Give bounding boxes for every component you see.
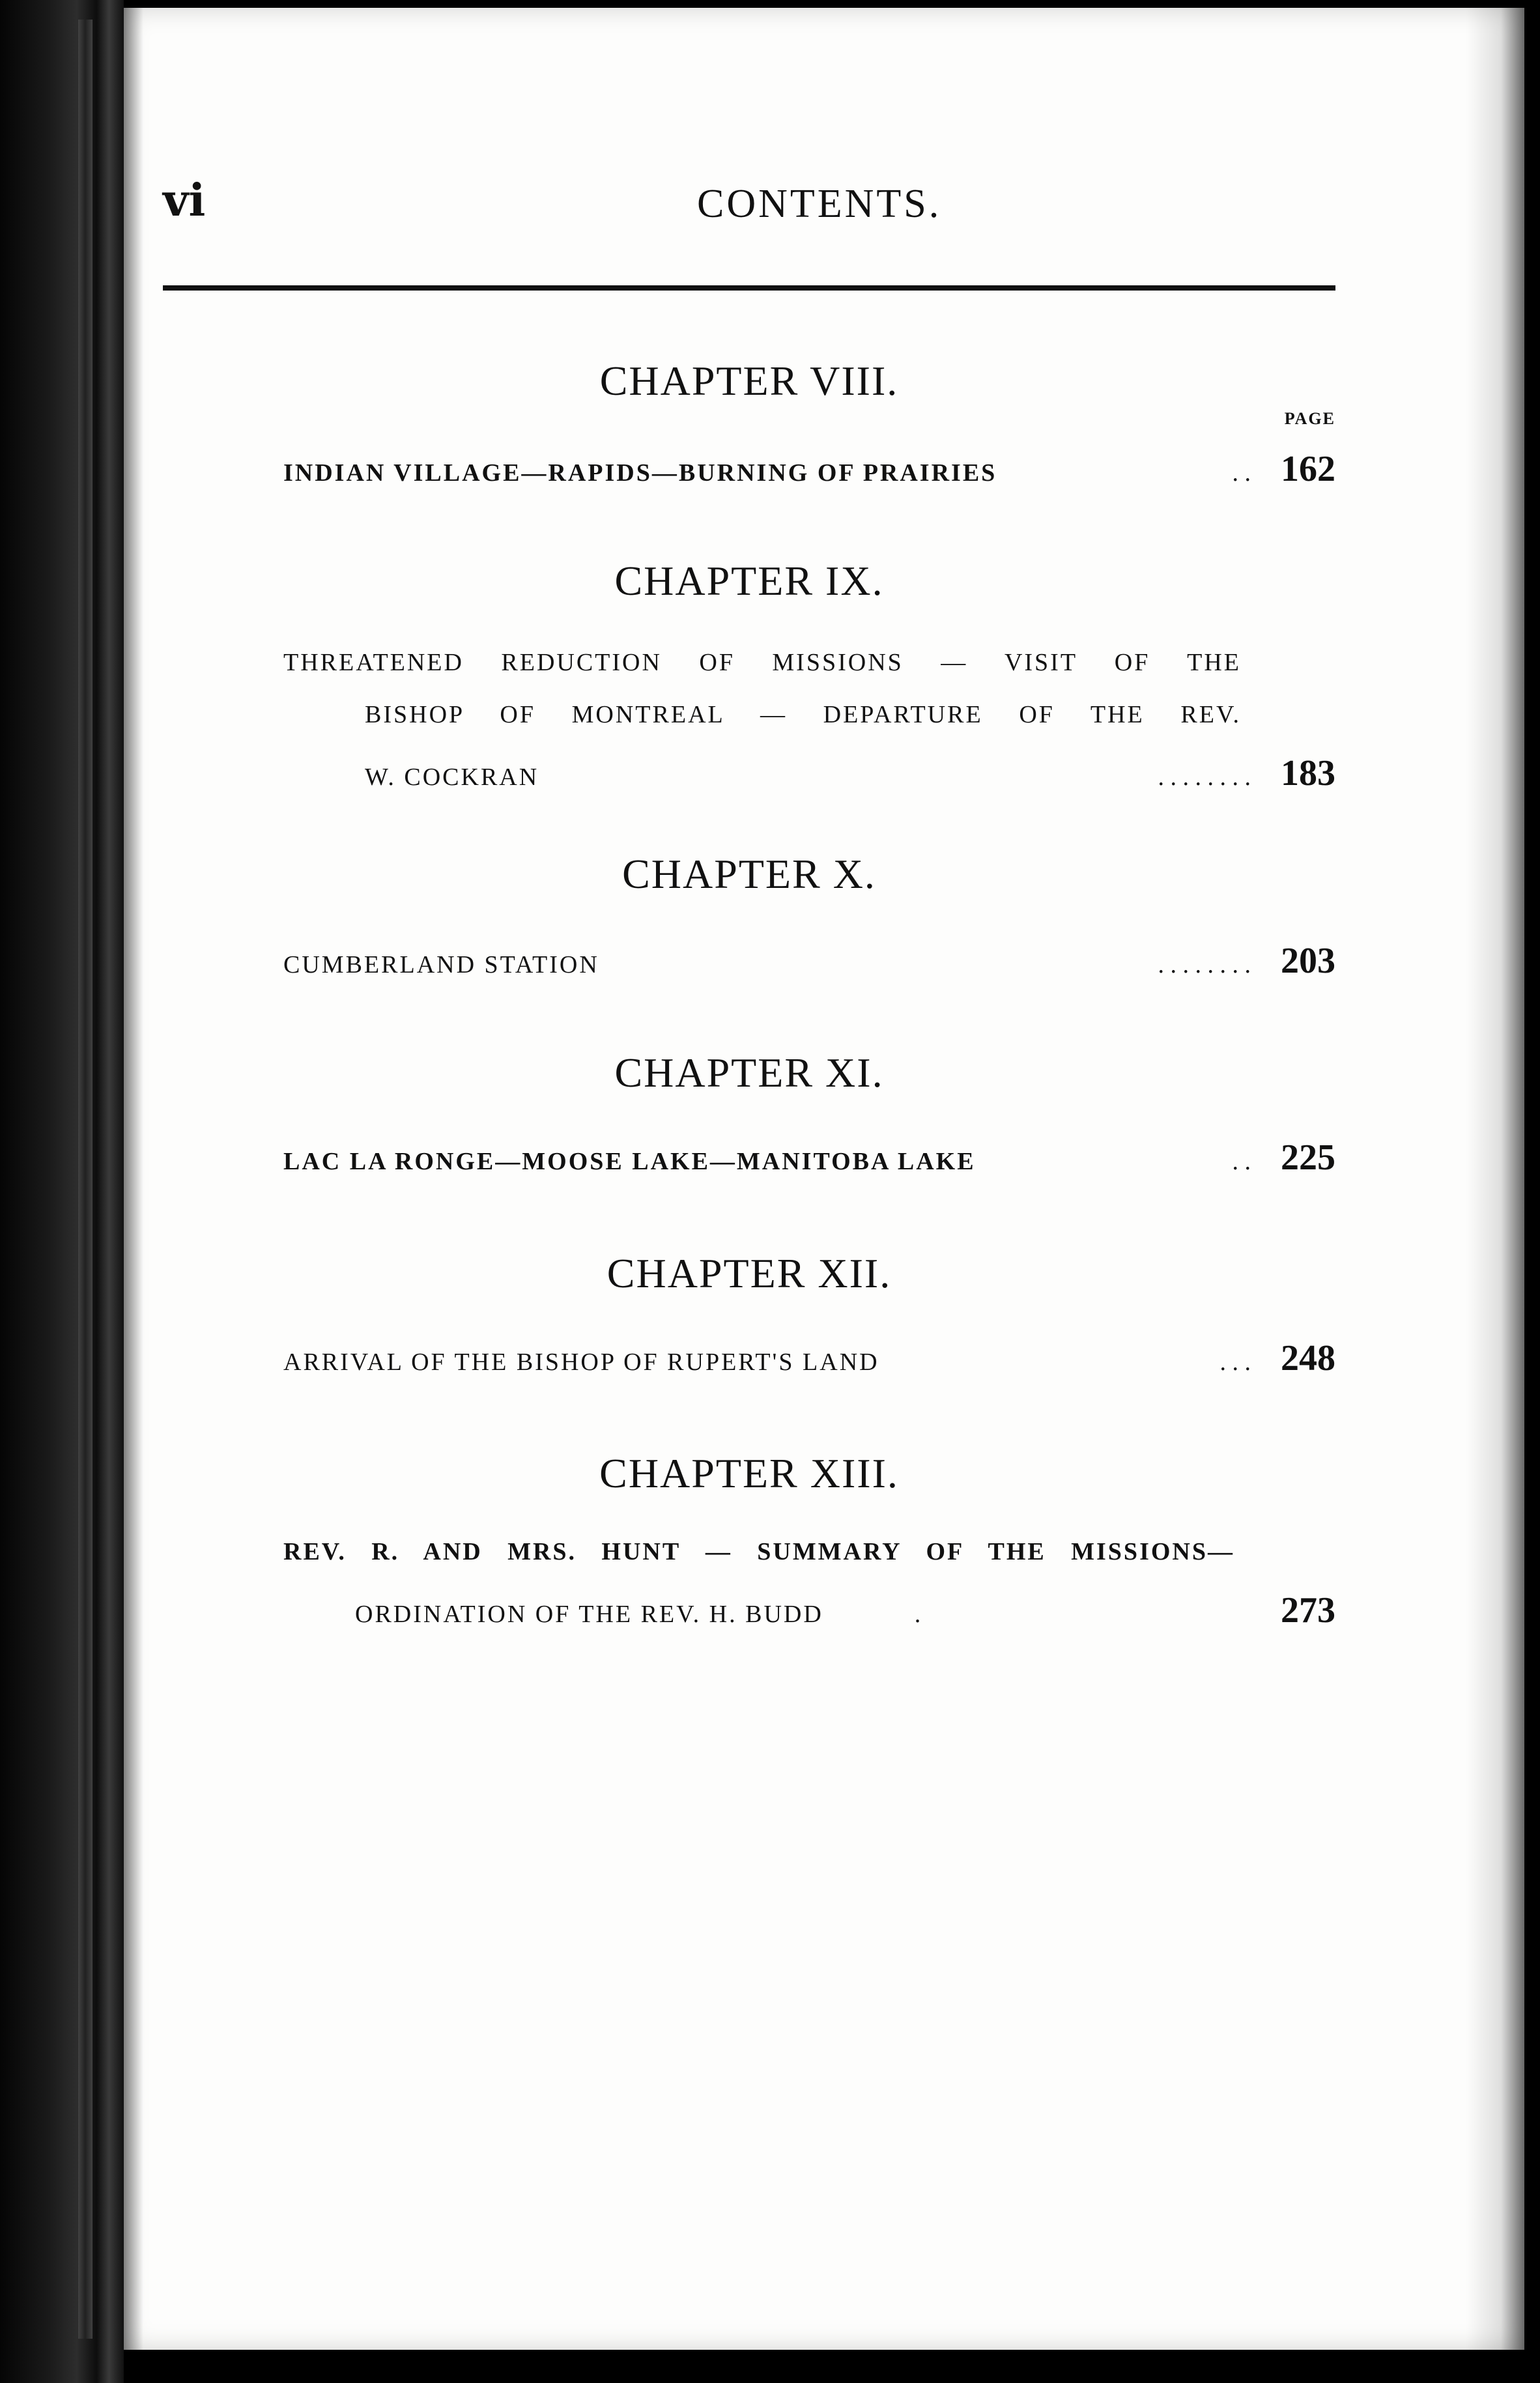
chapter-heading: CHAPTER XIII. — [599, 1450, 899, 1496]
entry-title: BISHOP OF MONTREAL — DEPARTURE OF THE REV. — [365, 701, 1241, 728]
page-column-label: PAGE — [1284, 409, 1335, 428]
entry-title: ARRIVAL OF THE BISHOP OF RUPERT'S LAND — [283, 1348, 879, 1376]
toc-entry-line[interactable] — [283, 648, 1241, 687]
entry-title: W. COCKRAN — [365, 763, 539, 791]
entry-title: THREATENED REDUCTION OF MISSIONS — VISIT OF THE — [283, 649, 1241, 676]
toc-entry-line[interactable] — [283, 1337, 1335, 1377]
chapter-heading: CHAPTER XI. — [614, 1049, 884, 1096]
toc-entry-line[interactable] — [355, 1590, 1335, 1629]
entry-page-number: 273 — [1281, 1590, 1335, 1631]
running-head: CONTENTS. — [697, 182, 942, 226]
entry-page-number: 203 — [1281, 941, 1335, 981]
chapter-heading: CHAPTER VIII. — [599, 358, 899, 404]
page-folio: vi — [163, 175, 206, 227]
book-binding — [0, 0, 124, 2383]
toc-entry-line[interactable] — [283, 448, 1335, 487]
dot-leader: . . — [1232, 459, 1251, 487]
entry-page-number: 225 — [1281, 1137, 1335, 1178]
binding-edge — [78, 20, 93, 2339]
page-shadow-right — [1466, 8, 1524, 2350]
entry-page-number: 248 — [1281, 1338, 1335, 1378]
entry-title: ORDINATION OF THE REV. H. BUDD — [355, 1601, 823, 1628]
dot-leader: . . . — [1219, 1348, 1251, 1376]
dot-leader: . . — [1232, 1148, 1251, 1175]
toc-entry-line[interactable] — [283, 940, 1335, 979]
chapter-heading: CHAPTER IX. — [614, 558, 884, 604]
chapter-heading: CHAPTER XII. — [606, 1250, 892, 1296]
entry-title: CUMBERLAND STATION — [283, 951, 599, 978]
toc-entry-line[interactable] — [283, 1537, 1234, 1577]
dot-leader: . . . . . . . . — [1158, 951, 1251, 978]
dot-leader: . . . . . . . . — [1158, 763, 1251, 791]
toc-entry-line[interactable] — [365, 700, 1241, 739]
dot-leader: . — [914, 1601, 921, 1628]
page-shadow-left — [124, 8, 143, 2350]
entry-page-number: 183 — [1281, 753, 1335, 793]
chapter-heading: CHAPTER X. — [622, 851, 876, 897]
entry-title: LAC LA RONGE—MOOSE LAKE—MANITOBA LAKE — [283, 1148, 976, 1175]
entry-page-number: 162 — [1281, 449, 1335, 489]
toc-entry-line[interactable] — [283, 1137, 1335, 1176]
header-rule — [163, 285, 1335, 291]
toc-entry-line[interactable] — [365, 752, 1335, 792]
entry-title: REV. R. AND MRS. HUNT — SUMMARY OF THE MISSIONS— — [283, 1538, 1234, 1565]
entry-title: INDIAN VILLAGE—RAPIDS—BURNING OF PRAIRIES — [283, 459, 997, 487]
